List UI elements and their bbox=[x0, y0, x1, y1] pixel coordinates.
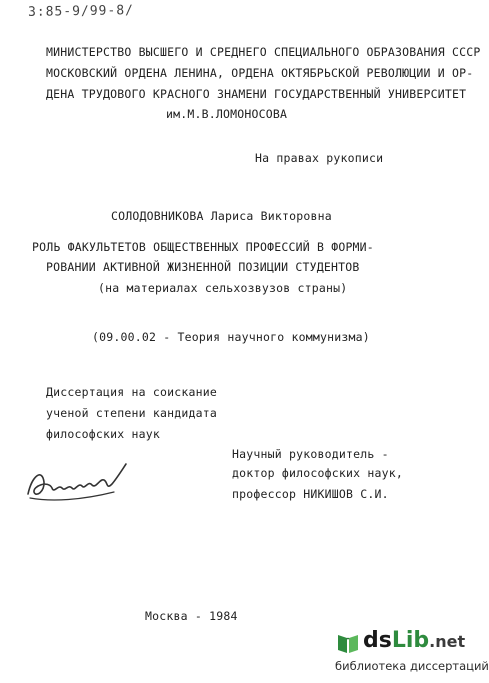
supervisor-line-2: доктор философских наук, bbox=[232, 466, 403, 480]
thesis-subtitle: (на материалах сельхозвузов страны) bbox=[98, 281, 348, 295]
place-and-year: Москва - 1984 bbox=[145, 609, 238, 623]
watermark-caption: библиотека диссертаций bbox=[335, 659, 489, 673]
thesis-title-line-1: РОЛЬ ФАКУЛЬТЕТОВ ОБЩЕСТВЕННЫХ ПРОФЕССИЙ В ФОРМИ- bbox=[32, 240, 374, 254]
university-name: им.М.В.ЛОМОНОСОВА bbox=[166, 107, 288, 121]
book-icon bbox=[335, 630, 361, 656]
specialty-code: (09.00.02 - Теория научного коммунизма) bbox=[92, 330, 370, 344]
dslib-logo bbox=[363, 628, 465, 653]
supervisor-line-1: Научный руководитель - bbox=[232, 447, 389, 461]
logo-lib: Lib bbox=[391, 628, 430, 653]
author-name: СОЛОДОВНИКОВА Лариса Викторовна bbox=[111, 209, 332, 223]
archive-stamp-number: 3:85-9/99-8/ bbox=[27, 3, 135, 20]
manuscript-rights-note: На правах рукописи bbox=[255, 151, 384, 165]
logo-net: .net bbox=[429, 632, 466, 651]
supervisor-line-3: профессор НИКИШОВ С.И. bbox=[232, 487, 389, 501]
ministry-line-3: ДЕНА ТРУДОВОГО КРАСНОГО ЗНАМЕНИ ГОСУДАРСТВЕННЫЙ УНИВЕРСИТЕТ bbox=[46, 87, 467, 101]
ministry-line-1: МИНИСТЕРСТВО ВЫСШЕГО И СРЕДНЕГО СПЕЦИАЛЬНОГО ОБРАЗОВАНИЯ СССР bbox=[46, 45, 481, 59]
author-signature bbox=[22, 458, 132, 508]
degree-line-3: философских наук bbox=[46, 427, 160, 441]
ministry-line-2: МОСКОВСКИЙ ОРДЕНА ЛЕНИНА, ОРДЕНА ОКТЯБРЬСКОЙ РЕВОЛЮЦИИ И ОР- bbox=[46, 66, 474, 80]
degree-line-2: ученой степени кандидата bbox=[46, 406, 217, 420]
thesis-title-line-2: РОВАНИИ АКТИВНОЙ ЖИЗНЕННОЙ ПОЗИЦИИ СТУДЕНТОВ bbox=[46, 260, 360, 274]
logo-ds: ds bbox=[363, 628, 392, 653]
dslib-watermark bbox=[335, 628, 489, 680]
degree-line-1: Диссертация на соискание bbox=[46, 385, 217, 399]
